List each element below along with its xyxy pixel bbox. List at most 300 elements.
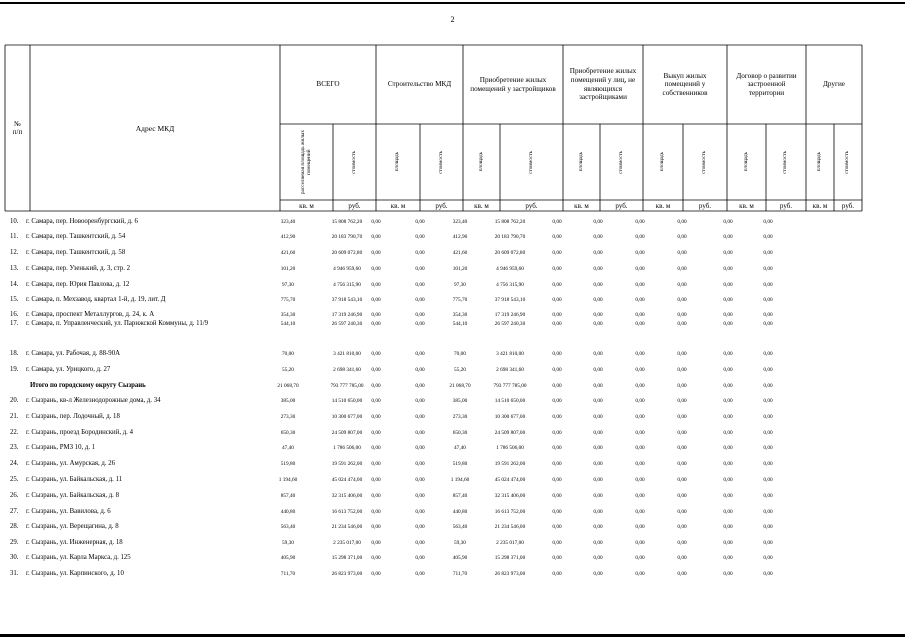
row-value: 0,00 (677, 509, 687, 515)
row-value: 0,00 (635, 266, 645, 272)
unit-label: кв. м (739, 202, 754, 210)
row-value: 0,00 (415, 477, 425, 483)
row-value: 47,40 (282, 445, 294, 451)
row-value: 563,40 (280, 524, 296, 530)
row-value: 0,00 (677, 351, 687, 357)
row-value: 0,00 (552, 250, 562, 256)
row-value: 0,00 (552, 367, 562, 373)
row-value: 0,00 (677, 398, 687, 404)
row-value: 0,00 (677, 477, 687, 483)
row-value: 0,00 (593, 445, 603, 451)
row-value: 0,00 (763, 219, 773, 225)
row-value: 0,00 (593, 383, 603, 389)
total-label: Итого по городскому округу Сызрань (30, 382, 146, 389)
row-value: 4 756 315,90 (333, 282, 361, 288)
row-value: 0,00 (552, 509, 562, 515)
row-value: 0,00 (763, 414, 773, 420)
row-value: 354,30 (280, 312, 296, 318)
row-number: 15. (10, 296, 19, 303)
row-value: 0,00 (593, 367, 603, 373)
row-value: 59,30 (282, 540, 294, 546)
unit-label: руб. (435, 202, 448, 210)
row-value: 0,00 (763, 461, 773, 467)
row-value: 0,00 (635, 219, 645, 225)
row-value: 412,90 (280, 234, 296, 240)
row-value: 0,00 (723, 477, 733, 483)
row-value: 563,40 (452, 524, 468, 530)
row-value: 0,00 (677, 367, 687, 373)
group-header: Договор о развитии застроенной территории (736, 71, 797, 97)
row-value: 0,00 (677, 493, 687, 499)
row-value: 26 597 240,30 (331, 321, 363, 327)
sub-header: стоимость (701, 150, 708, 174)
sub-header: стоимость (437, 150, 444, 174)
row-value: 0,00 (635, 398, 645, 404)
row-value: 0,00 (415, 493, 425, 499)
row-value: 0,00 (723, 555, 733, 561)
row-value: 0,00 (677, 312, 687, 318)
row-address: г. Сызрань, ул. Карла Маркса, д. 125 (26, 554, 131, 561)
row-value: 650,30 (280, 430, 296, 436)
row-value: 1 786 506,00 (496, 445, 524, 451)
row-value: 0,00 (371, 219, 381, 225)
row-value: 26 823 973,00 (494, 571, 526, 577)
row-number: 24. (10, 460, 19, 467)
row-value: 0,00 (677, 461, 687, 467)
row-value: 273,30 (452, 414, 468, 420)
row-address: г. Самара, ул. Рабочая, д. 88-90А (26, 350, 121, 357)
row-value: 0,00 (635, 540, 645, 546)
row-value: 0,00 (723, 461, 733, 467)
row-value: 16 613 752,00 (494, 509, 526, 515)
row-value: 32 315 406,00 (331, 493, 363, 499)
row-value: 0,00 (635, 509, 645, 515)
row-address: г. Сызрань, пер. Лодочный, д. 18 (26, 413, 120, 420)
row-value: 0,00 (677, 524, 687, 530)
row-value: 0,00 (763, 524, 773, 530)
row-value: 793 777 785,00 (330, 383, 364, 389)
sub-header: площадь (742, 152, 749, 172)
row-address: г. Самара, пер. Узенький, д. 3, стр. 2 (26, 265, 131, 272)
row-value: 2 235 017,00 (333, 540, 361, 546)
row-value: 20 183 790,70 (494, 234, 526, 240)
row-address: г. Сызрань, проезд Бородинский, д. 4 (26, 429, 133, 436)
row-value: 0,00 (371, 266, 381, 272)
group-header: Приобретение жилых помещений у лиц, не являющихся застройщиками (569, 67, 637, 102)
row-value: 0,00 (723, 524, 733, 530)
row-value: 0,00 (371, 282, 381, 288)
unit-label: кв. м (299, 202, 314, 210)
row-value: 0,00 (415, 351, 425, 357)
row-value: 0,00 (415, 414, 425, 420)
row-value: 15 298 371,00 (494, 555, 526, 561)
row-value: 0,00 (415, 297, 425, 303)
sub-header: стоимость (617, 150, 624, 174)
row-value: 0,00 (723, 351, 733, 357)
row-value: 0,00 (593, 219, 603, 225)
row-value: 20 609 072,80 (494, 250, 526, 256)
row-value: 0,00 (763, 321, 773, 327)
row-number: 13. (10, 265, 19, 272)
row-value: 3 421 810,00 (333, 351, 361, 357)
row-value: 0,00 (635, 367, 645, 373)
row-value: 0,00 (371, 445, 381, 451)
row-value: 15 808 762,20 (331, 219, 363, 225)
row-number: 29. (10, 539, 19, 546)
row-value: 0,00 (723, 266, 733, 272)
row-value: 0,00 (371, 398, 381, 404)
row-value: 711,70 (280, 571, 296, 577)
row-value: 0,00 (723, 219, 733, 225)
row-value: 0,00 (593, 461, 603, 467)
unit-label: руб. (698, 202, 712, 210)
row-value: 0,00 (415, 266, 425, 272)
row-value: 0,00 (552, 312, 562, 318)
row-value: 857,40 (452, 493, 468, 499)
row-value: 0,00 (635, 312, 645, 318)
row-value: 4 946 959,60 (496, 266, 524, 272)
sub-header: площадь (577, 152, 584, 172)
row-value: 0,00 (763, 540, 773, 546)
row-value: 0,00 (415, 234, 425, 240)
row-value: 14 510 650,00 (331, 398, 363, 404)
row-value: 0,00 (635, 250, 645, 256)
row-value: 0,00 (593, 312, 603, 318)
row-value: 19 591 262,00 (494, 461, 526, 467)
row-value: 0,00 (677, 540, 687, 546)
unit-label: руб. (841, 202, 855, 210)
row-value: 0,00 (763, 383, 773, 389)
row-number: 20. (10, 397, 19, 404)
row-value: 0,00 (552, 219, 562, 225)
row-value: 0,00 (593, 398, 603, 404)
row-value: 775,70 (280, 297, 296, 303)
page-number: 2 (450, 15, 455, 24)
row-address: г. Самара, ул. Урицкого, д. 27 (26, 366, 111, 373)
row-value: 0,00 (723, 367, 733, 373)
sub-header: площадь (816, 152, 823, 172)
row-value: 1 194,60 (278, 477, 298, 483)
row-value: 0,00 (415, 524, 425, 530)
row-value: 21 068,70 (449, 383, 471, 389)
row-value: 32 315 406,00 (494, 493, 526, 499)
row-value: 0,00 (635, 383, 645, 389)
row-value: 0,00 (677, 414, 687, 420)
row-value: 0,00 (593, 282, 603, 288)
row-value: 0,00 (415, 219, 425, 225)
row-value: 519,80 (280, 461, 296, 467)
unit-label: кв. м (474, 202, 489, 210)
row-value: 0,00 (371, 383, 381, 389)
row-value: 0,00 (763, 266, 773, 272)
row-value: 0,00 (763, 297, 773, 303)
row-value: 650,30 (452, 430, 468, 436)
row-value: 544,10 (280, 321, 296, 327)
sub-header: площадь (477, 152, 484, 172)
row-value: 2 698 341,60 (333, 367, 361, 373)
row-value: 0,00 (415, 321, 425, 327)
row-value: 0,00 (371, 297, 381, 303)
row-value: 0,00 (552, 524, 562, 530)
row-value: 15 808 762,20 (494, 219, 526, 225)
row-value: 0,00 (723, 234, 733, 240)
row-value: 0,00 (723, 540, 733, 546)
sub-header: стоимость (844, 150, 851, 174)
row-address: г. Сызрань, кв-л Железнодорожные дома, д. 34 (26, 397, 161, 404)
row-value: 37 918 543,10 (331, 297, 363, 303)
row-value: 0,00 (677, 321, 687, 327)
row-value: 0,00 (763, 445, 773, 451)
row-value: 0,00 (593, 321, 603, 327)
unit-label: руб. (525, 202, 538, 210)
row-value: 0,00 (552, 430, 562, 436)
row-value: 0,00 (593, 477, 603, 483)
row-value: 0,00 (635, 414, 645, 420)
row-value: 0,00 (763, 555, 773, 561)
row-number: 25. (10, 476, 19, 483)
row-value: 0,00 (593, 555, 603, 561)
row-value: 0,00 (763, 509, 773, 515)
row-value: 59,30 (454, 540, 466, 546)
row-address: г. Самара, п. Управленческий, ул. Парижской Коммуны, д. 11/9 (26, 320, 209, 327)
unit-label: кв. м (655, 202, 671, 210)
row-value: 0,00 (552, 266, 562, 272)
row-value: 0,00 (371, 540, 381, 546)
row-address: г. Сызрань, ул. Вавилова, д. 6 (26, 508, 111, 515)
unit-label: руб. (348, 202, 361, 210)
row-value: 0,00 (635, 321, 645, 327)
unit-label: кв. м (574, 202, 589, 210)
row-value: 0,00 (371, 367, 381, 373)
row-number: 14. (10, 281, 19, 288)
row-value: 793 777 785,00 (493, 383, 527, 389)
row-value: 0,00 (763, 250, 773, 256)
row-value: 15 298 371,00 (331, 555, 363, 561)
row-value: 0,00 (677, 555, 687, 561)
row-value: 0,00 (371, 414, 381, 420)
row-value: 421,60 (280, 250, 296, 256)
row-value: 55,20 (454, 367, 466, 373)
row-value: 1 194,60 (450, 477, 470, 483)
row-value: 0,00 (635, 571, 645, 577)
row-address: г. Самара, п. Мехзавод, квартал 1-й, д. 19, лит. Д (26, 296, 166, 303)
row-value: 0,00 (677, 430, 687, 436)
row-value: 0,00 (677, 250, 687, 256)
row-number: 19. (10, 366, 19, 373)
row-value: 26 597 240,30 (494, 321, 526, 327)
row-value: 0,00 (677, 234, 687, 240)
row-value: 21 234 546,00 (331, 524, 363, 530)
row-value: 0,00 (371, 321, 381, 327)
sub-header: стоимость (527, 150, 534, 174)
row-value: 0,00 (763, 351, 773, 357)
row-value: 4 756 315,90 (496, 282, 524, 288)
row-address: г. Сызрань, РМЗ 10, д. 1 (26, 444, 96, 451)
row-value: 19 591 262,00 (331, 461, 363, 467)
row-value: 0,00 (593, 351, 603, 357)
row-value: 0,00 (635, 430, 645, 436)
row-value: 0,00 (723, 445, 733, 451)
group-header: ВСЕГО (316, 80, 340, 89)
row-value: 0,00 (723, 571, 733, 577)
row-value: 47,40 (454, 445, 466, 451)
row-value: 0,00 (371, 555, 381, 561)
row-value: 440,80 (280, 509, 296, 515)
row-value: 323,40 (280, 219, 296, 225)
sub-header: площадь (659, 152, 666, 172)
row-value: 0,00 (635, 351, 645, 357)
row-value: 0,00 (723, 250, 733, 256)
row-number: 28. (10, 523, 19, 530)
row-value: 273,30 (280, 414, 296, 420)
row-value: 0,00 (593, 493, 603, 499)
row-value: 0,00 (763, 493, 773, 499)
row-number: 26. (10, 492, 19, 499)
row-value: 0,00 (677, 571, 687, 577)
row-value: 0,00 (552, 445, 562, 451)
row-value: 0,00 (415, 555, 425, 561)
row-value: 0,00 (415, 430, 425, 436)
row-value: 0,00 (415, 540, 425, 546)
row-value: 440,80 (452, 509, 468, 515)
row-value: 0,00 (415, 461, 425, 467)
unit-label: кв. м (812, 202, 828, 210)
row-value: 0,00 (415, 282, 425, 288)
row-value: 0,00 (763, 367, 773, 373)
row-value: 20 609 072,80 (331, 250, 363, 256)
row-value: 0,00 (635, 477, 645, 483)
row-value: 0,00 (593, 509, 603, 515)
row-value: 0,00 (763, 571, 773, 577)
row-value: 0,00 (635, 282, 645, 288)
row-value: 385,00 (452, 398, 468, 404)
sub-header: стоимость (782, 150, 789, 174)
row-address: г. Самара, пер. Ташкентский, д. 58 (26, 249, 126, 256)
row-value: 0,00 (371, 430, 381, 436)
row-value: 101,20 (452, 266, 468, 272)
row-number: 27. (10, 508, 19, 515)
table-header (0, 0, 905, 212)
row-value: 0,00 (371, 461, 381, 467)
unit-label: руб. (615, 202, 628, 210)
row-value: 0,00 (723, 321, 733, 327)
row-value: 97,30 (282, 282, 294, 288)
row-address: г. Самара, пер. Ташкентский, д. 54 (26, 233, 126, 240)
row-value: 0,00 (635, 524, 645, 530)
row-value: 0,00 (552, 297, 562, 303)
row-value: 0,00 (593, 266, 603, 272)
row-value: 4 946 959,60 (333, 266, 361, 272)
row-value: 0,00 (723, 414, 733, 420)
row-value: 21 068,70 (277, 383, 299, 389)
row-value: 21 234 546,00 (494, 524, 526, 530)
row-value: 0,00 (552, 555, 562, 561)
row-value: 0,00 (763, 282, 773, 288)
row-value: 3 421 810,00 (496, 351, 524, 357)
row-value: 0,00 (415, 312, 425, 318)
row-value: 0,00 (593, 250, 603, 256)
row-value: 0,00 (552, 414, 562, 420)
row-value: 55,20 (282, 367, 294, 373)
row-value: 0,00 (593, 234, 603, 240)
row-value: 10 300 677,00 (331, 414, 363, 420)
row-number: 31. (10, 570, 19, 577)
row-value: 45 024 474,00 (331, 477, 363, 483)
row-value: 0,00 (593, 414, 603, 420)
row-value: 519,80 (452, 461, 468, 467)
row-number: 21. (10, 413, 19, 420)
header-num: № п/п (12, 119, 23, 136)
row-value: 0,00 (371, 493, 381, 499)
row-value: 0,00 (371, 250, 381, 256)
row-value: 405,90 (280, 555, 296, 561)
row-value: 2 698 341,60 (496, 367, 524, 373)
row-value: 0,00 (763, 430, 773, 436)
sub-header: площадь (394, 152, 401, 172)
row-value: 0,00 (763, 477, 773, 483)
row-address: г. Самара, пер. Юрия Павлова, д. 12 (26, 281, 130, 288)
row-address: г. Сызрань, ул. Верещагина, д. 8 (26, 523, 119, 530)
row-value: 0,00 (763, 398, 773, 404)
row-value: 0,00 (371, 571, 381, 577)
group-header: Другие (823, 80, 845, 89)
row-address: г. Сызрань, ул. Амурская, д. 26 (26, 460, 116, 467)
row-value: 0,00 (723, 383, 733, 389)
row-value: 101,20 (280, 266, 296, 272)
row-value: 405,90 (452, 555, 468, 561)
header-address: Адрес МКД (135, 123, 175, 133)
row-value: 0,00 (371, 351, 381, 357)
row-value: 323,40 (452, 219, 468, 225)
row-value: 0,00 (593, 430, 603, 436)
row-value: 17 319 246,90 (331, 312, 363, 318)
row-value: 0,00 (677, 383, 687, 389)
group-header: Строительство МКД (387, 80, 452, 89)
row-value: 16 613 752,00 (331, 509, 363, 515)
row-address: г. Сызрань, ул. Карпинского, д. 10 (26, 570, 124, 577)
row-value: 354,30 (452, 312, 468, 318)
row-value: 0,00 (552, 477, 562, 483)
row-value: 0,00 (371, 509, 381, 515)
row-number: 10. (10, 218, 19, 225)
row-value: 20 183 790,70 (331, 234, 363, 240)
row-value: 0,00 (677, 219, 687, 225)
row-value: 37 918 543,10 (494, 297, 526, 303)
row-value: 0,00 (635, 234, 645, 240)
row-value: 544,10 (452, 321, 468, 327)
row-value: 24 509 807,00 (331, 430, 363, 436)
row-value: 0,00 (552, 571, 562, 577)
row-value: 775,70 (452, 297, 468, 303)
row-number: 23. (10, 444, 19, 451)
row-address: г. Сызрань, ул. Байкальская, д. 11 (26, 476, 123, 483)
row-value: 45 024 474,00 (494, 477, 526, 483)
row-value: 0,00 (723, 430, 733, 436)
row-value: 0,00 (371, 312, 381, 318)
row-value: 0,00 (723, 398, 733, 404)
row-value: 0,00 (552, 493, 562, 499)
row-number: 11. (10, 233, 19, 240)
row-value: 0,00 (552, 282, 562, 288)
row-number: 16. (10, 311, 19, 318)
row-value: 0,00 (552, 383, 562, 389)
row-value: 2 235 017,00 (496, 540, 524, 546)
row-value: 0,00 (677, 282, 687, 288)
row-value: 0,00 (415, 571, 425, 577)
row-value: 0,00 (552, 461, 562, 467)
row-value: 421,60 (452, 250, 468, 256)
row-value: 17 319 246,90 (494, 312, 526, 318)
